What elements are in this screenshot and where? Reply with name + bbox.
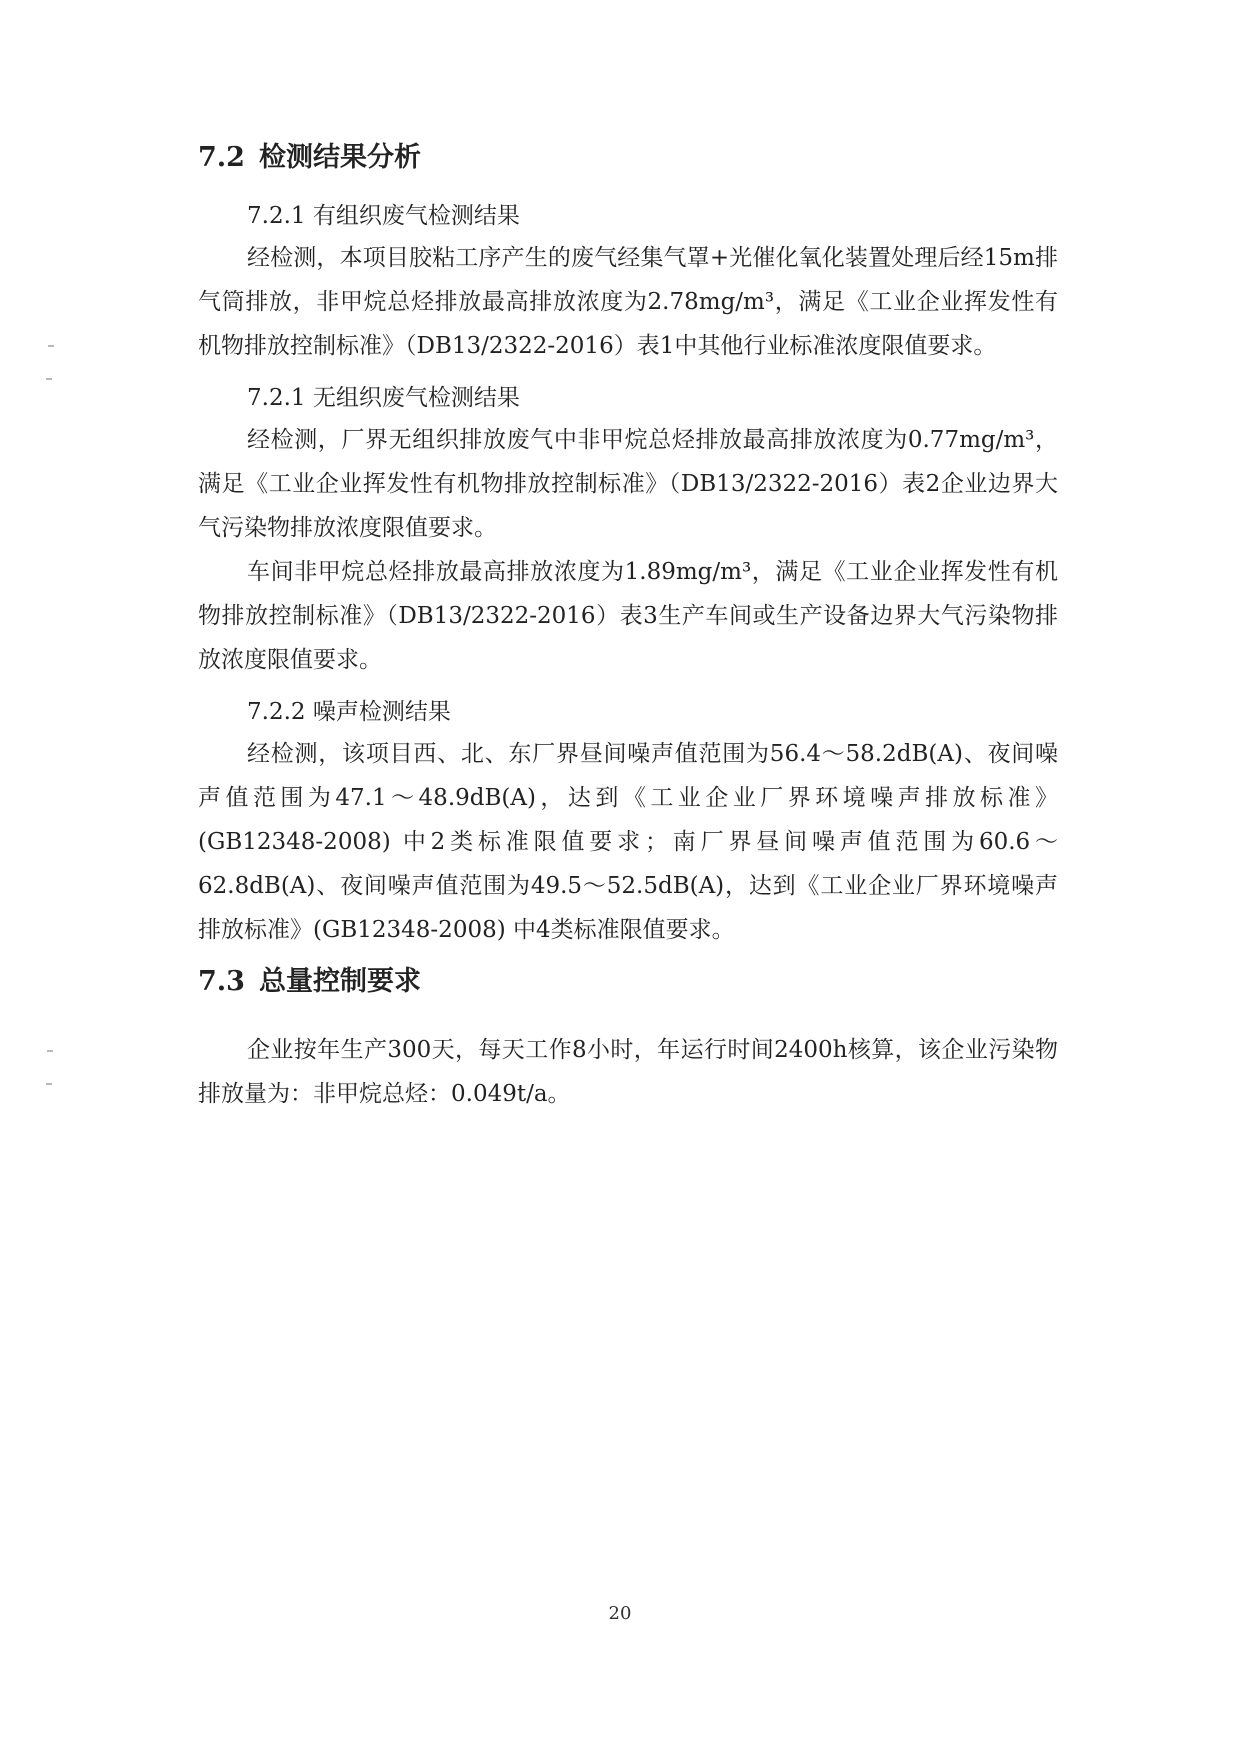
paragraph-unorganized-2: 车间非甲烷总烃排放最高排放浓度为1.89mg/m³，满足《工业企业挥发性有机物排放控制标准》（DB13/2322-2016）表3生产车间或生产设备边界大气污染物排放浓度限值要求。 xyxy=(198,559,1058,673)
section-number: 7.2 xyxy=(198,142,245,173)
subsection-heading-organized: 7.2.1 有组织废气检测结果 xyxy=(247,203,520,229)
paragraph-total-control: 企业按年生产300天，每天工作8小时，年运行时间2400h核算，该企业污染物排放量为：非甲烷总烃：0.049t/a。 xyxy=(198,1037,1058,1107)
scan-mark xyxy=(46,378,52,380)
page-body xyxy=(198,138,1058,1116)
subsection-heading-unorganized: 7.2.1 无组织废气检测结果 xyxy=(247,385,520,411)
paragraph-organized: 经检测，本项目胶粘工序产生的废气经集气罩+光催化氧化装置处理后经15m排气筒排放，非甲烷总烃排放最高排放浓度为2.78mg/m³，满足《工业企业挥发性有机物排放控制标准》（DB13/2322-2016）表1中其他行业标准浓度限值要求。 xyxy=(198,245,1058,359)
paragraph-noise: 经检测，该项目西、北、东厂界昼间噪声值范围为56.4～58.2dB(A)、夜间噪声值范围为47.1～48.9dB(A)，达到《工业企业厂界环境噪声排放标准》(GB12348-2008) 中2类标准限值要求；南厂界昼间噪声值范围为60.6～62.8dB(A)、夜间噪声值范围为49.5～52.5dB(A)，达到《工业企业厂界环境噪声排放标准》(GB12348-2008) 中4类标准限值要求。 xyxy=(198,741,1058,943)
section-heading-7-2 xyxy=(198,138,1058,178)
section-number: 7.3 xyxy=(198,966,245,997)
subsection-heading-noise: 7.2.2 噪声检测结果 xyxy=(247,699,451,725)
scan-mark xyxy=(47,1050,53,1052)
scan-mark xyxy=(48,345,54,347)
paragraph-unorganized-1: 经检测，厂界无组织排放废气中非甲烷总烃排放最高排放浓度为0.77mg/m³，满足《工业企业挥发性有机物排放控制标准》（DB13/2322-2016）表2企业边界大气污染物排放浓度限值要求。 xyxy=(198,427,1058,541)
section-title: 总量控制要求 xyxy=(258,966,421,997)
section-title: 检测结果分析 xyxy=(258,142,421,173)
scan-mark xyxy=(46,1083,52,1085)
section-heading-7-3 xyxy=(198,962,1058,1002)
page-number: 20 xyxy=(608,1603,632,1624)
